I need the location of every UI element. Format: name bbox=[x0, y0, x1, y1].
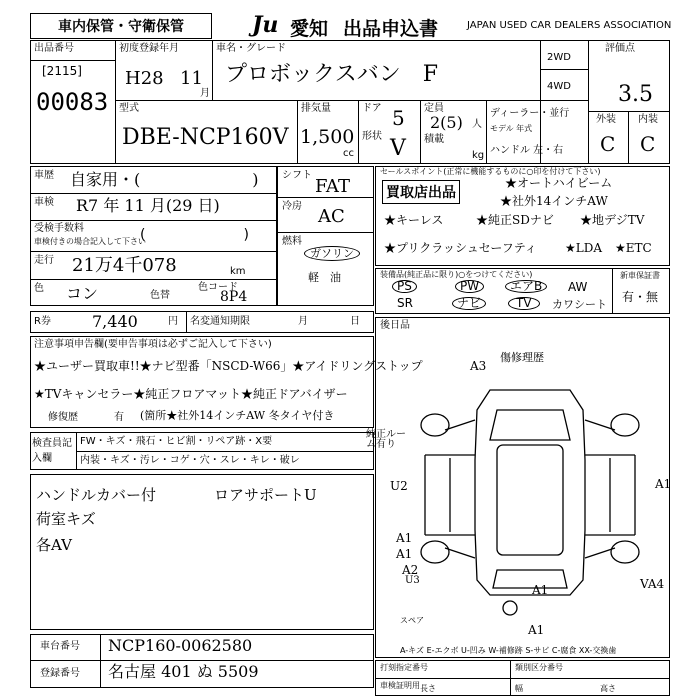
sales-point-8: ★ETC bbox=[615, 241, 652, 255]
mark-va4: VA4 bbox=[640, 577, 665, 591]
type-value: DBE-NCP160V bbox=[122, 125, 289, 150]
first-registration-era: H28 bbox=[125, 68, 164, 89]
sales-point-5: ★地デジTV bbox=[580, 213, 645, 227]
mark-a1-left: A1 bbox=[396, 531, 413, 545]
inspector-note: 純正ルーム有り bbox=[366, 429, 406, 450]
vehicle-cert-label: 車検証明用 bbox=[380, 681, 420, 690]
capacity-value: 2(5) bbox=[430, 113, 463, 132]
load-label: 積載 bbox=[424, 134, 444, 145]
repair-extra: 傷修理歴 bbox=[500, 351, 544, 364]
cc-unit: cc bbox=[343, 148, 354, 159]
equip-kawaseat: カワシート bbox=[552, 298, 607, 311]
height-label: 高さ bbox=[600, 684, 616, 693]
car-diagram bbox=[405, 370, 655, 620]
doors-label: ドア bbox=[362, 103, 382, 114]
inspector-row-2: 内装・キズ・汚レ・コゲ・穴・スレ・キレ・破レ bbox=[80, 455, 300, 466]
listing-number-label: 出品番号 bbox=[34, 43, 74, 54]
displacement-value: 1,500 bbox=[300, 126, 355, 148]
shape-value: V bbox=[390, 136, 406, 161]
sales-point-6: ★プリクラッシュセーフティ bbox=[384, 241, 537, 255]
notes-line-1: ★ユーザー買取車!!★ナビ型番「NSCD-W66」★アイドリングストップ bbox=[34, 359, 423, 373]
model-year-label: モデル 年式 bbox=[490, 124, 533, 133]
width-label: 幅 bbox=[515, 684, 523, 693]
recycle-value: 7,440 bbox=[92, 312, 138, 331]
ju-logo: Ju bbox=[252, 12, 279, 38]
free-note-2: ロアサポートU bbox=[214, 486, 317, 504]
mark-u3: U3 bbox=[405, 575, 420, 586]
color-code-value: 8P4 bbox=[220, 289, 248, 305]
history-label: 車歴 bbox=[34, 170, 54, 181]
equip-ps: PS bbox=[392, 280, 417, 293]
fuel-gas: ガソリン bbox=[304, 246, 360, 261]
inspection-label: 車検 bbox=[34, 197, 54, 208]
brand-name: 愛知 bbox=[290, 18, 329, 40]
fuel-diesel: 軽 油 bbox=[308, 271, 341, 284]
drive-4wd: 4WD bbox=[547, 81, 571, 92]
class-label: 類別区分番号 bbox=[515, 663, 563, 672]
inspector-label: 検査員記入欄 bbox=[32, 438, 72, 464]
length-label: 長さ bbox=[420, 684, 436, 693]
sales-point-1: ★オートハイビーム bbox=[505, 176, 613, 190]
mark-a1-bottom-left: A1 bbox=[396, 547, 413, 561]
interior-value: C bbox=[640, 132, 656, 156]
history-value: 自家用・( ) bbox=[70, 170, 259, 189]
association-name: JAPAN USED CAR DEALERS ASSOCIATION bbox=[467, 20, 672, 31]
displacement-label: 排気量 bbox=[301, 103, 331, 114]
mark-a2: A2 bbox=[402, 563, 419, 577]
buy-store-label: 買取店出品 bbox=[382, 180, 460, 204]
mark-a1-bottom: A1 bbox=[528, 623, 545, 637]
free-note-3: 荷室キズ bbox=[36, 510, 96, 528]
load-unit: kg bbox=[472, 150, 485, 161]
repair-parts: (箇所★社外14インチAW 冬タイヤ付き bbox=[140, 409, 335, 422]
shift-label: シフト bbox=[282, 170, 312, 181]
notes-label: 注意事項申告欄(要申告事項は必ずご記入して下さい) bbox=[34, 339, 272, 350]
recycle-unit: 円 bbox=[168, 316, 178, 327]
dealer-label: ディーラー・並行 bbox=[490, 108, 570, 119]
listing-number-value: 00083 bbox=[36, 88, 109, 116]
mileage-label: 走行 bbox=[34, 255, 54, 266]
mark-a3: A3 bbox=[470, 359, 487, 373]
doors-value: 5 bbox=[392, 106, 405, 130]
color-code-label: 色コード bbox=[198, 282, 238, 293]
equip-navi: ナビ bbox=[452, 297, 486, 310]
deadline-day: 日 bbox=[350, 316, 360, 327]
chassis-label: 車台番号 bbox=[40, 641, 80, 652]
receipt-sub: 車検付きの場合記入して下さい bbox=[34, 237, 146, 246]
model-grade-label: 車名・グレード bbox=[216, 43, 286, 54]
month-unit: 月 bbox=[200, 88, 210, 99]
interior-label: 内装 bbox=[638, 114, 658, 125]
mark-u2: U2 bbox=[390, 479, 408, 493]
equip-tv: TV bbox=[508, 297, 540, 310]
equip-pw: PW bbox=[455, 280, 484, 293]
exterior-label: 外装 bbox=[596, 114, 616, 125]
sales-point-7: ★LDA bbox=[565, 241, 603, 255]
score-value: 3.5 bbox=[618, 82, 653, 107]
repair-label: 修復歴 bbox=[48, 412, 78, 423]
mark-a1-rear: A1 bbox=[532, 583, 549, 597]
first-registration-month: 11 bbox=[180, 68, 203, 89]
designated-label: 打刻指定番号 bbox=[380, 663, 428, 672]
plate-value: 名古屋 401 ぬ 5509 bbox=[108, 662, 259, 681]
receipt-value: ( ) bbox=[140, 227, 249, 243]
shift-value: FAT bbox=[315, 176, 350, 197]
warranty-options: 有・無 bbox=[622, 290, 659, 304]
damage-legend: A-キズ E-エクボ U-凹み W-補修跡 S-サビ C-腐食 XX-交換歯 bbox=[400, 646, 617, 655]
mileage-value: 21万4千078 bbox=[72, 255, 177, 276]
color-label: 色 bbox=[34, 283, 44, 294]
drive-2wd: 2WD bbox=[547, 52, 571, 63]
exterior-value: C bbox=[600, 132, 616, 156]
model-grade-value: プロボックスバン F bbox=[225, 62, 439, 87]
deadline-month: 月 bbox=[298, 316, 308, 327]
ac-value: AC bbox=[318, 206, 345, 227]
plate-label: 登録番号 bbox=[40, 668, 80, 679]
sales-point-4: ★純正SDナビ bbox=[476, 213, 554, 227]
warranty-label: 新車保証書 bbox=[620, 271, 660, 280]
type-label: 型式 bbox=[119, 103, 139, 114]
notes-line-2: ★TVキャンセラー★純正フロアマット★純正ドアバイザー bbox=[34, 387, 348, 401]
free-note-1: ハンドルカバー付 bbox=[36, 486, 157, 504]
equip-sr: SR bbox=[397, 296, 413, 310]
mileage-unit: km bbox=[230, 266, 246, 277]
spare-label: スペア bbox=[400, 616, 424, 625]
equip-airbag: エアB bbox=[505, 280, 547, 293]
sales-point-3: ★キーレス bbox=[384, 213, 444, 227]
equipment-label: 装備品(純正品に限り)○をつけてください) bbox=[380, 270, 533, 279]
deadline-label: 名変通知期限 bbox=[190, 316, 250, 327]
sales-point-2: ★社外14インチAW bbox=[500, 194, 608, 208]
score-label: 評価点 bbox=[605, 43, 635, 54]
listing-sub: [2115] bbox=[42, 64, 82, 78]
repair-value: 有 bbox=[114, 412, 124, 423]
storage-note-box: 車内保管・守衛保管 bbox=[30, 13, 212, 39]
steering-label: ハンドル 左・右 bbox=[490, 145, 564, 156]
first-registration-label: 初度登録年月 bbox=[119, 43, 179, 54]
receipt-label: 受検手数料 bbox=[34, 223, 84, 234]
capacity-label: 定員 bbox=[424, 103, 444, 114]
chassis-value: NCP160-0062580 bbox=[108, 636, 253, 655]
fuel-label: 燃料 bbox=[282, 236, 302, 247]
mark-a1-right: A1 bbox=[655, 477, 672, 491]
recycle-label: R券 bbox=[34, 316, 51, 327]
diagram-label: 後日品 bbox=[380, 320, 410, 331]
shape-label: 形状 bbox=[362, 131, 382, 142]
color-change-label: 色替 bbox=[150, 290, 170, 301]
capacity-unit: 人 bbox=[472, 119, 482, 130]
inspection-value: R7 年 11 月(29 日) bbox=[76, 196, 220, 215]
equip-aw: AW bbox=[568, 280, 588, 294]
inspector-row-1: FW・キズ・飛石・ヒビ割・リペア跡・X要 bbox=[80, 436, 273, 447]
ac-label: 冷房 bbox=[282, 201, 302, 212]
form-title: 出品申込書 bbox=[343, 18, 439, 40]
free-note-4: 各AV bbox=[36, 536, 72, 554]
color-value: コン bbox=[66, 284, 99, 303]
sales-points-label: セールスポイント(正常に機能するものに○印を付けて下さい) bbox=[380, 167, 601, 176]
